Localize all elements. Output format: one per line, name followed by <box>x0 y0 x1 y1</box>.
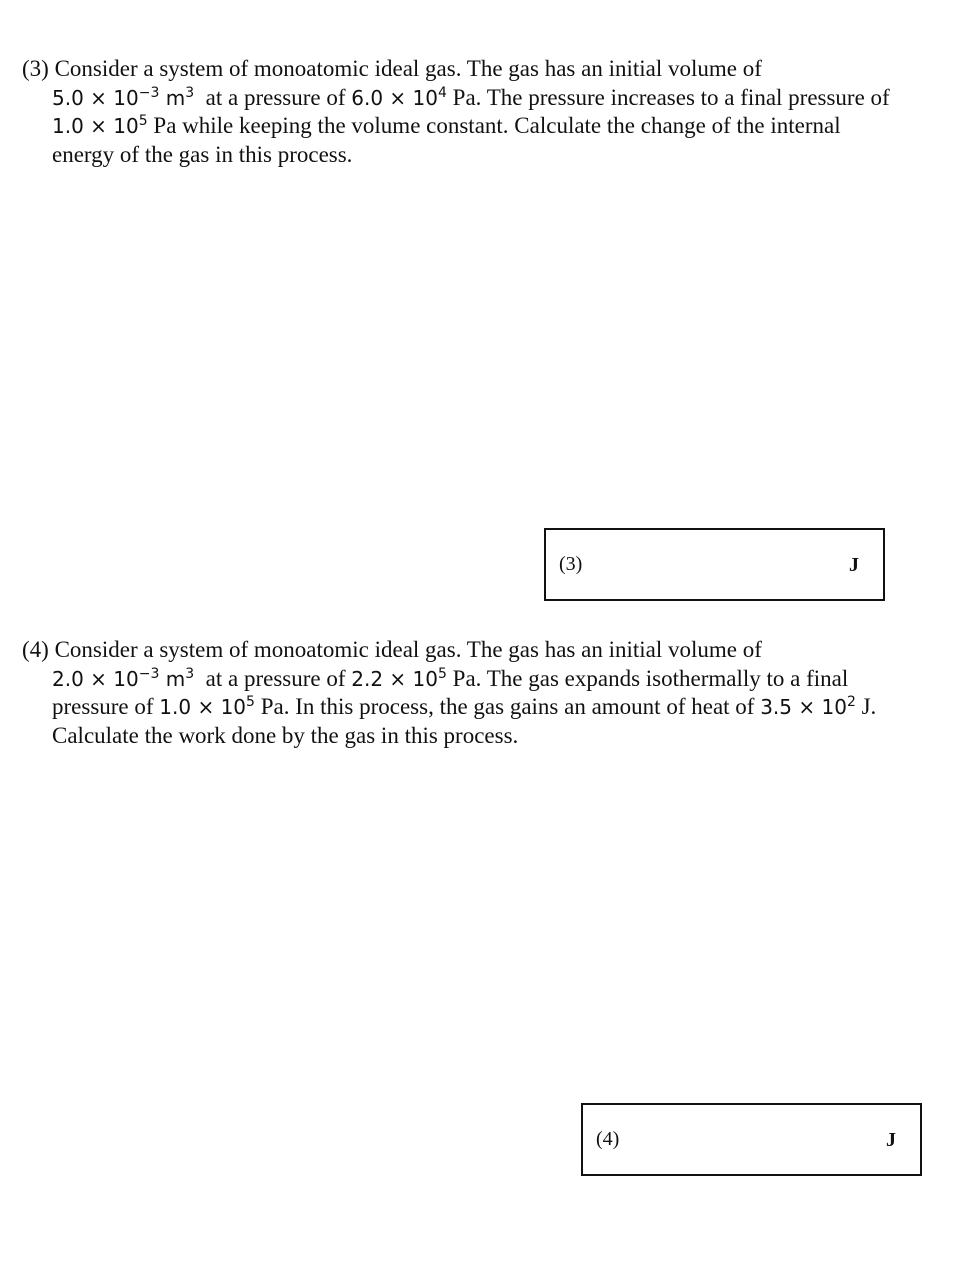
problem-text: energy of the gas in this process. <box>52 141 353 167</box>
math-expression: 2.2 × 10 <box>351 666 438 691</box>
superscript: 5 <box>437 665 447 682</box>
problem-line <box>22 141 942 170</box>
problem-text: at a pressure of <box>194 84 352 110</box>
superscript: −3 <box>138 665 160 682</box>
problem-text: Pa. In this process, the gas gains an amount of heat of <box>254 694 761 719</box>
math-expression: 3.5 × 10 <box>760 695 847 719</box>
math-expression: 6.0 × 10 <box>351 85 438 110</box>
problem-text: Pa. The gas expands isothermally to a final <box>446 665 849 691</box>
answer-box-4[interactable] <box>581 1103 922 1176</box>
math-expression: m <box>159 85 186 110</box>
problem-text: Calculate the work done by the gas in this process. <box>52 722 519 748</box>
problem-line <box>22 112 942 141</box>
math-expression: 5.0 × 10 <box>52 85 139 110</box>
superscript: −3 <box>138 84 160 101</box>
answer-box-4-label: (4) <box>596 1128 620 1150</box>
problem-text: Pa while keeping the volume constant. Calculate the change of the internal <box>147 113 841 138</box>
problem-text: (3) Consider a system of monoatomic ideal gas. The gas has an initial volume of <box>22 56 762 81</box>
problem-text: pressure of <box>52 694 160 719</box>
answer-box-3[interactable] <box>544 528 885 601</box>
answer-box-4-unit: J <box>886 1129 896 1151</box>
problem-4-text <box>22 636 942 750</box>
problem-text: Pa. The pressure increases to a final pressure of <box>446 84 890 110</box>
superscript: 5 <box>246 694 255 710</box>
math-expression: 2.0 × 10 <box>52 666 139 691</box>
problem-line <box>22 722 942 751</box>
superscript: 5 <box>138 113 148 129</box>
math-expression: 1.0 × 10 <box>52 114 139 138</box>
superscript: 3 <box>185 665 195 682</box>
answer-box-3-label: (3) <box>559 553 583 575</box>
problem-line <box>22 665 942 694</box>
superscript: 2 <box>846 694 856 710</box>
superscript: 3 <box>185 84 195 101</box>
answer-box-3-unit: J <box>849 554 859 576</box>
problem-line <box>22 636 942 665</box>
problem-line <box>22 84 942 113</box>
problem-text: (4) Consider a system of monoatomic ideal gas. The gas has an initial volume of <box>22 637 762 662</box>
superscript: 4 <box>437 84 447 101</box>
problem-3-text <box>22 55 942 169</box>
problem-line <box>22 55 942 84</box>
problem-line <box>22 693 942 722</box>
problem-text: J. <box>855 694 877 719</box>
problem-text: at a pressure of <box>194 665 352 691</box>
math-expression: m <box>159 666 186 691</box>
math-expression: 1.0 × 10 <box>159 695 247 719</box>
